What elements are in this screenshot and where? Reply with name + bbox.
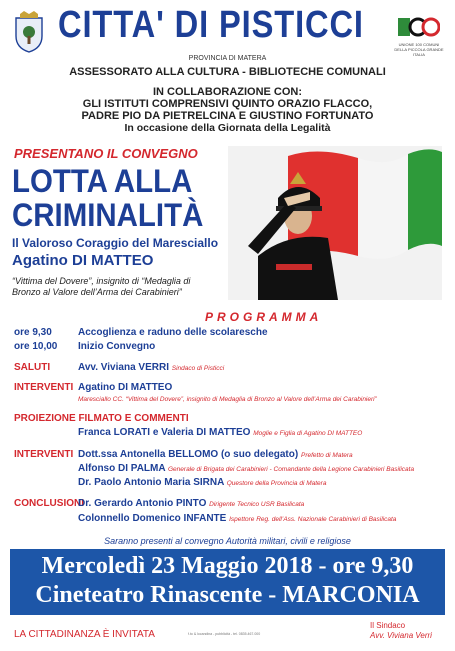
program-interventi-label-2: INTERVENTI (14, 449, 74, 460)
logo-caption: UNIONE 100 COMUNI DELLA PICCOLA GRANDE ITALIA (394, 42, 444, 57)
vittima-line-1: “Vittima del Dovere”, insignito di “Medaglia di (12, 276, 191, 286)
convegno-honoree: Agatino DI MATTEO (12, 252, 154, 269)
program-conclusioni-text-1 (78, 498, 304, 509)
conclusioni-note-1: Dirigente Tecnico USR Basilicata (209, 501, 305, 508)
program-proiezione-label: PROIEZIONE FILMATO E COMMENTI (14, 413, 189, 424)
city-crest-icon (12, 10, 46, 54)
interventi-speaker-4: Dr. Paolo Antonio Maria SIRNA (78, 477, 224, 488)
provincia-label: PROVINCIA DI MATERA (188, 55, 267, 62)
program-interventi-label-1: INTERVENTI (14, 382, 74, 393)
interventi-note-4: Questore della Provincia di Matera (226, 480, 327, 487)
program-interventi-text-1: Agatino DI MATTEO (78, 382, 173, 393)
sindaco-signature (370, 621, 432, 641)
collab-line-1: GLI ISTITUTI COMPRENSIVI QUINTO ORAZIO FLACCO, (82, 98, 373, 110)
page-title: CITTA' DI PISTICCI (58, 4, 364, 46)
convegno-title-1: LOTTA ALLA (12, 163, 193, 199)
convegno-subtitle: Il Valoroso Coraggio del Maresciallo (12, 236, 219, 250)
interventi-speaker-2: Dott.ssa Antonella BELLOMO (o suo delegato) (78, 449, 299, 460)
carabiniere-saluting-photo (228, 146, 442, 300)
program-proiezione-text (78, 427, 362, 438)
program-interventi-text-2 (78, 449, 353, 460)
program-text-1: Accoglienza e raduno delle scolaresche (78, 327, 268, 338)
sindaco-name: Avv. Viviana Verri (370, 631, 432, 640)
saranno-note: Saranno presenti al convegno Autorità militari, civili e religiose (104, 536, 351, 546)
program-time-1: ore 9,30 (14, 327, 52, 338)
interventi-speaker-3: Alfonso DI PALMA (78, 463, 166, 474)
assessorato-label: ASSESSORATO ALLA CULTURA - BIBLIOTECHE COMUNALI (69, 66, 386, 78)
saluti-speaker: Avv. Viviana VERRI (78, 362, 169, 373)
conclusioni-note-2: Ispettore Reg. dell’Ass. Nazionale Carabinieri di Basilicata (229, 516, 397, 523)
program-text-2: Inizio Convegno (78, 341, 156, 352)
printer-credit: f.to & locandina - pubblicità - tel. 0835.467.000 (188, 632, 261, 636)
proiezione-note: Moglie e Figlia di Agatino DI MATTEO (253, 430, 363, 437)
program-time-2: ore 10,00 (14, 341, 58, 352)
program-conclusioni-text-2 (78, 513, 396, 524)
presentano-label: PRESENTANO IL CONVEGNO (14, 146, 198, 161)
program-interventi-note-1: Maresciallo CC. “Vittima del Dovere”, insignito di Medaglia di Bronzo al Valore dell’Arma dei Carabinieri” (78, 396, 377, 403)
vittima-caption (12, 276, 232, 298)
event-venue: Cineteatro Rinascente - MARCONIA (35, 582, 420, 608)
vittima-line-2: Bronzo al Valore dell’Arma dei Carabinieri” (12, 287, 182, 297)
collab-line-3: In occasione della Giornata della Legalità (124, 122, 331, 134)
saluti-note: Sindaco di Pisticci (171, 365, 225, 372)
sindaco-title: Il Sindaco (370, 621, 406, 630)
collab-heading: IN COLLABORAZIONE CON: (152, 86, 303, 98)
convegno-title-2: CRIMINALITÀ (12, 197, 204, 233)
conclusioni-speaker-2: Colonnello Domenico INFANTE (78, 513, 227, 524)
interventi-note-3: Generale di Brigata dei Carabinieri - Comandante della Legione Carabinieri Basilicata (168, 466, 415, 473)
event-date: Mercoledì 23 Maggio 2018 - ore 9,30 (41, 553, 414, 579)
collab-line-2: PADRE PIO DA PIETRELCINA E GIUSTINO FORTUNATO (81, 110, 374, 122)
100-comuni-logo-icon (396, 14, 440, 40)
program-saluti-label: SALUTI (14, 362, 51, 373)
conclusioni-speaker-1: Dr. Gerardo Antonio PINTO (78, 498, 207, 509)
program-interventi-text-3 (78, 463, 414, 474)
program-interventi-text-4 (78, 477, 326, 488)
program-conclusioni-label: CONCLUSIONI (14, 498, 84, 509)
proiezione-speakers: Franca LORATI e Valeria DI MATTEO (78, 427, 251, 438)
program-saluti-text (78, 362, 224, 373)
interventi-note-2: Prefetto di Matera (300, 452, 353, 459)
cittadinanza-invite: LA CITTADINANZA È INVITATA (14, 629, 155, 640)
programma-heading: PROGRAMMA (205, 310, 323, 324)
